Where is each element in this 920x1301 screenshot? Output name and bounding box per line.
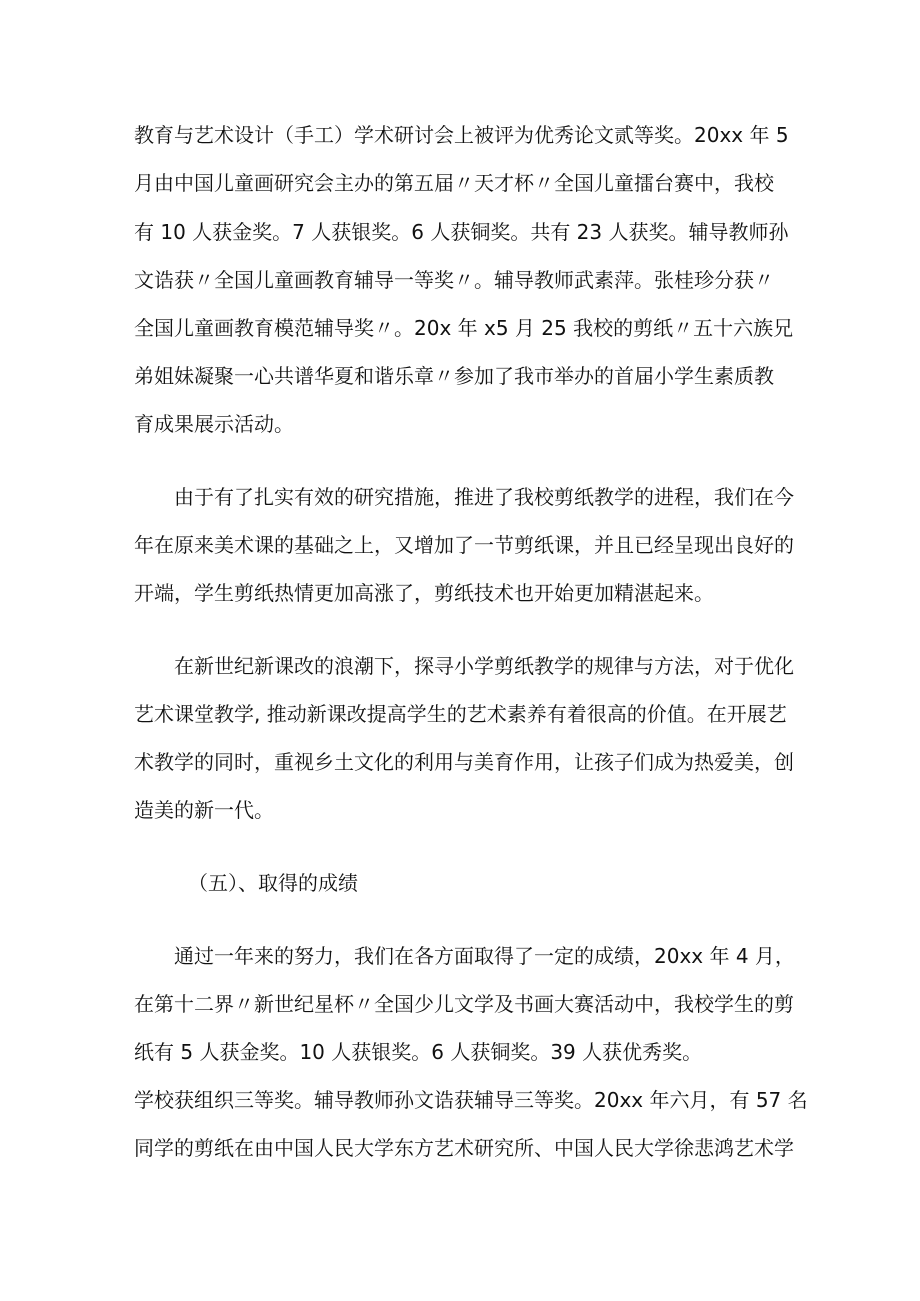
paragraph-line: 造美的新一代。: [134, 798, 274, 822]
paragraph-line: 年在原来美术课的基础之上，又增加了一节剪纸课，并且已经呈现出良好的: [134, 533, 794, 557]
paragraph-line: 开端，学生剪纸热情更加高涨了，剪纸技术也开始更加精湛起来。: [134, 581, 714, 605]
paragraph-line: 在第十二界〃新世纪星杯〃全国少儿文学及书画大赛活动中，我校学生的剪: [134, 992, 794, 1016]
paragraph-line: 由于有了扎实有效的研究措施，推进了我校剪纸教学的进程，我们在今: [174, 485, 794, 509]
paragraph-line: 弟姐妹凝聚一心共谱华夏和谐乐章〃参加了我市举办的首届小学生素质教: [134, 364, 774, 388]
paragraph-line: 有 10 人获金奖。7 人获银奖。6 人获铜奖。共有 23 人获奖。辅导教师孙: [134, 220, 789, 244]
paragraph-line: 全国儿童画教育模范辅导奖〃。20x 年 x5 月 25 我校的剪纸〃五十六族兄: [134, 316, 794, 340]
paragraph-line: 通过一年来的努力，我们在各方面取得了一定的成绩，20xx 年 4 月，: [174, 944, 795, 968]
paragraph-line: 在新世纪新课改的浪潮下，探寻小学剪纸教学的规律与方法，对于优化: [174, 654, 794, 678]
paragraph-line: 育成果展示活动。: [134, 412, 294, 436]
paragraph-line: 艺术课堂教学, 推动新课改提高学生的艺术素养有着很高的价值。在开展艺: [134, 702, 787, 726]
paragraph-line: 术教学的同时，重视乡土文化的利用与美育作用，让孩子们成为热爱美，创: [134, 750, 794, 774]
paragraph-line: 纸有 5 人获金奖。10 人获银奖。6 人获铜奖。39 人获优秀奖。: [134, 1040, 703, 1064]
paragraph-line: 教育与艺术设计（手工）学术研讨会上被评为优秀论文贰等奖。20xx 年 5: [134, 123, 789, 147]
paragraph-line: 学校获组织三等奖。辅导教师孙文诰获辅导三等奖。20xx 年六月，有 57 名: [134, 1088, 808, 1112]
section-heading: （五）、取得的成绩: [188, 871, 358, 895]
paragraph-line: 月由中国儿童画研究会主办的第五届〃天才杯〃全国儿童擂台赛中，我校: [134, 171, 774, 195]
paragraph-line: 同学的剪纸在由中国人民大学东方艺术研究所、中国人民大学徐悲鸿艺术学: [134, 1136, 794, 1160]
paragraph-line: 文诰获〃全国儿童画教育辅导一等奖〃。辅导教师武素萍。张桂珍分获〃: [134, 268, 774, 292]
